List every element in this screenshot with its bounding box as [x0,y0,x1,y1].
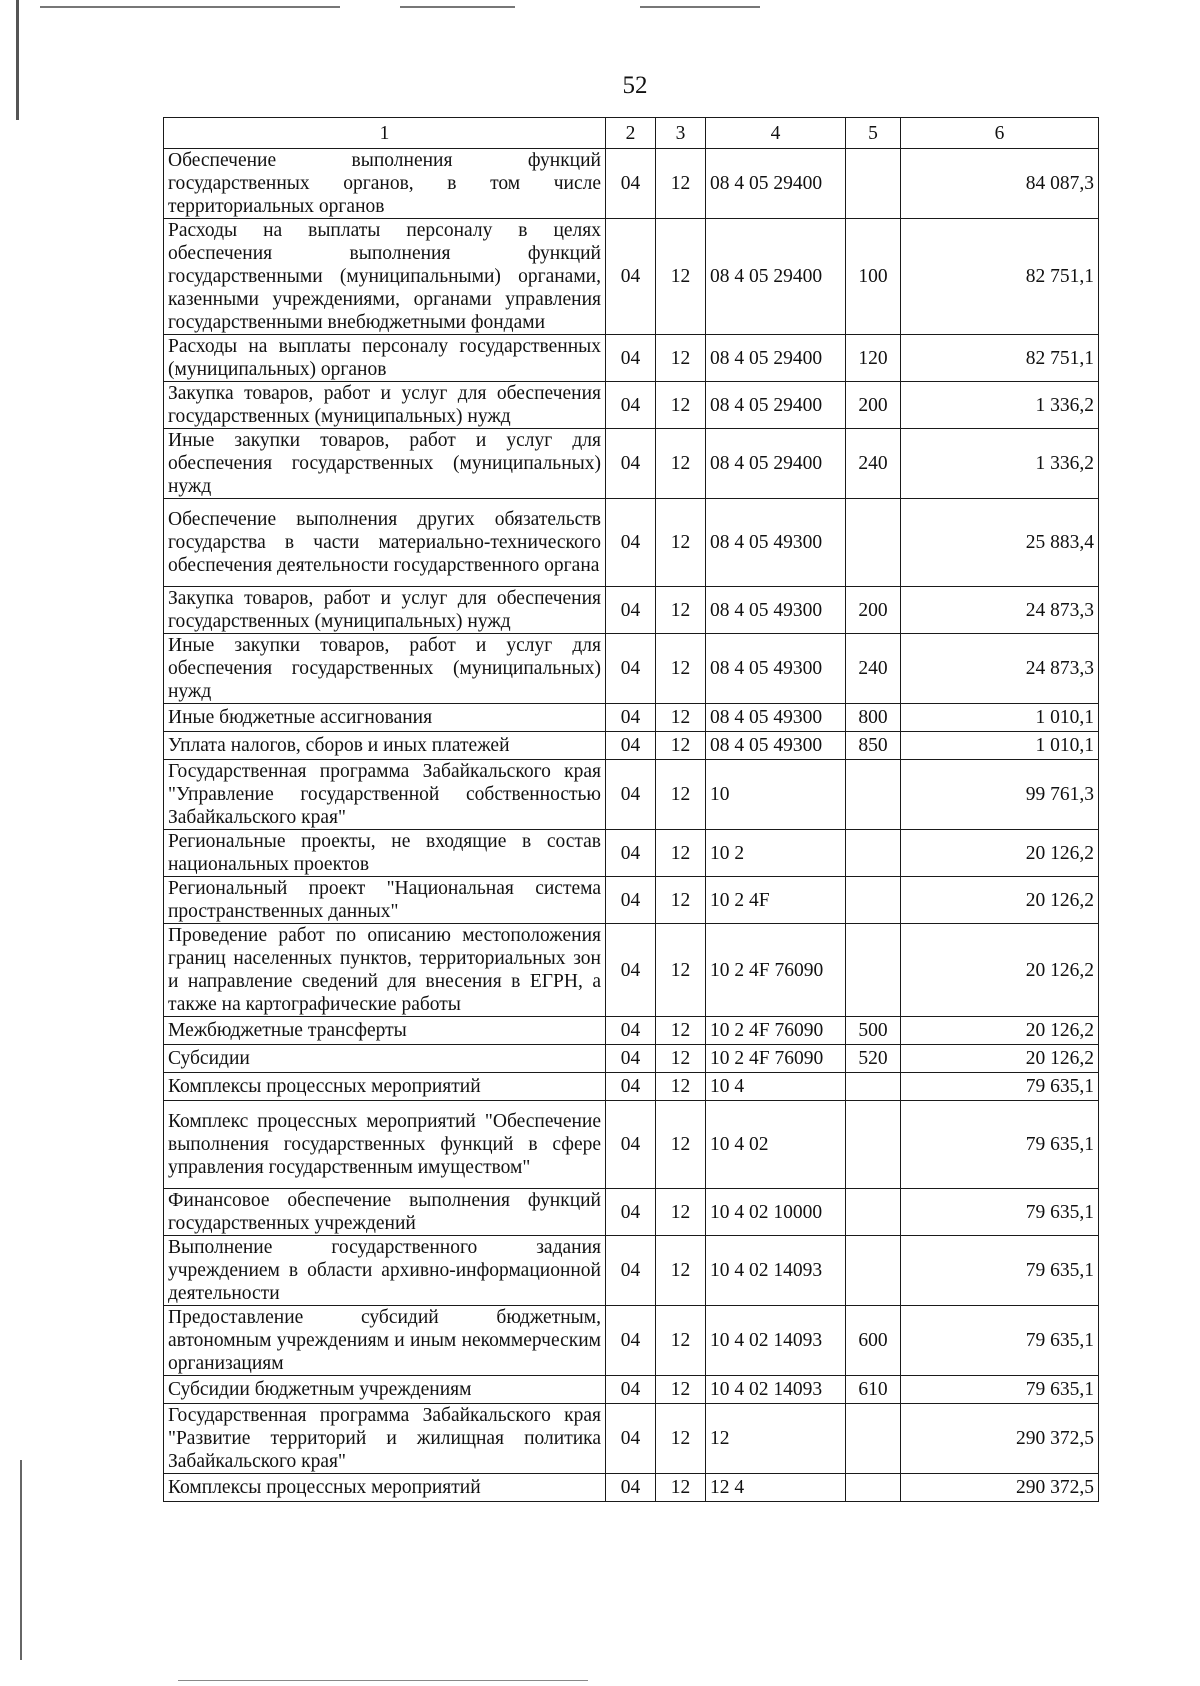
expense-type-cell: 600 [846,1306,901,1376]
section-cell: 04 [606,382,656,429]
row-name-cell: Региональные проекты, не входящие в состав национальных проектов [164,830,606,877]
amount-cell: 20 126,2 [901,1017,1099,1045]
expense-type-cell: 200 [846,382,901,429]
section-cell: 04 [606,634,656,704]
expense-type-cell [846,924,901,1017]
subsection-cell: 12 [656,149,706,219]
target-article-cell: 10 4 02 14093 [706,1306,846,1376]
row-name-cell: Межбюджетные трансферты [164,1017,606,1045]
section-cell: 04 [606,1073,656,1101]
table-row [164,1189,1099,1236]
target-article-cell: 10 4 02 [706,1101,846,1189]
expense-type-cell [846,877,901,924]
target-article-cell: 08 4 05 49300 [706,732,846,760]
amount-cell: 79 635,1 [901,1376,1099,1404]
section-cell: 04 [606,830,656,877]
subsection-cell: 12 [656,924,706,1017]
section-cell: 04 [606,1306,656,1376]
subsection-cell: 12 [656,732,706,760]
row-name-cell: Комплекс процессных мероприятий "Обеспечение выполнения государственных функций в сфере управления государственным имуществом" [164,1101,606,1189]
expense-type-cell: 500 [846,1017,901,1045]
amount-cell: 99 761,3 [901,760,1099,830]
table-row [164,1017,1099,1045]
table-row [164,760,1099,830]
target-article-cell: 08 4 05 29400 [706,429,846,499]
table-row [164,382,1099,429]
row-name-cell: Субсидии [164,1045,606,1073]
column-header: 1 [164,118,606,149]
amount-cell: 1 010,1 [901,732,1099,760]
target-article-cell: 10 [706,760,846,830]
subsection-cell: 12 [656,760,706,830]
target-article-cell: 10 2 [706,830,846,877]
subsection-cell: 12 [656,429,706,499]
table-row [164,1474,1099,1502]
target-article-cell: 08 4 05 49300 [706,704,846,732]
subsection-cell: 12 [656,877,706,924]
expense-type-cell [846,1404,901,1474]
section-cell: 04 [606,704,656,732]
subsection-cell: 12 [656,1306,706,1376]
section-cell: 04 [606,924,656,1017]
table-row [164,1376,1099,1404]
subsection-cell: 12 [656,830,706,877]
row-name-cell: Иные закупки товаров, работ и услуг для обеспечения государственных (муниципальных) нужд [164,634,606,704]
table-row [164,732,1099,760]
table-row [164,1306,1099,1376]
subsection-cell: 12 [656,335,706,382]
amount-cell: 79 635,1 [901,1073,1099,1101]
table-row [164,335,1099,382]
target-article-cell: 10 2 4F [706,877,846,924]
amount-cell: 25 883,4 [901,499,1099,587]
expense-type-cell [846,760,901,830]
amount-cell: 1 336,2 [901,429,1099,499]
section-cell: 04 [606,587,656,634]
row-name-cell: Проведение работ по описанию местоположения границ населенных пунктов, территориальных зон и направление сведений для внесения в ЕГРН, а также на картографические работы [164,924,606,1017]
subsection-cell: 12 [656,1376,706,1404]
subsection-cell: 12 [656,1073,706,1101]
target-article-cell: 10 4 02 14093 [706,1236,846,1306]
subsection-cell: 12 [656,1017,706,1045]
target-article-cell: 08 4 05 29400 [706,149,846,219]
column-header: 3 [656,118,706,149]
target-article-cell: 10 2 4F 76090 [706,924,846,1017]
table-row [164,830,1099,877]
section-cell: 04 [606,732,656,760]
expense-type-cell [846,1073,901,1101]
table-row [164,1045,1099,1073]
row-name-cell: Выполнение государственного задания учреждением в области архивно-информационной деятельности [164,1236,606,1306]
scan-edge-left-top [16,0,19,120]
subsection-cell: 12 [656,634,706,704]
amount-cell: 82 751,1 [901,219,1099,335]
amount-cell: 24 873,3 [901,587,1099,634]
target-article-cell: 12 4 [706,1474,846,1502]
amount-cell: 24 873,3 [901,634,1099,704]
row-name-cell: Комплексы процессных мероприятий [164,1073,606,1101]
subsection-cell: 12 [656,219,706,335]
subsection-cell: 12 [656,1236,706,1306]
expense-type-cell: 610 [846,1376,901,1404]
amount-cell: 20 126,2 [901,1045,1099,1073]
target-article-cell: 10 2 4F 76090 [706,1017,846,1045]
amount-cell: 20 126,2 [901,924,1099,1017]
amount-cell: 1 010,1 [901,704,1099,732]
budget-table [163,117,1099,1502]
subsection-cell: 12 [656,587,706,634]
column-header: 5 [846,118,901,149]
section-cell: 04 [606,1376,656,1404]
row-name-cell: Региональный проект "Национальная система пространственных данных" [164,877,606,924]
column-header: 4 [706,118,846,149]
row-name-cell: Финансовое обеспечение выполнения функций государственных учреждений [164,1189,606,1236]
table-body [164,149,1099,1502]
subsection-cell: 12 [656,1404,706,1474]
row-name-cell: Предоставление субсидий бюджетным, автономным учреждениям и иным некоммерческим организациям [164,1306,606,1376]
target-article-cell: 10 4 02 10000 [706,1189,846,1236]
section-cell: 04 [606,1045,656,1073]
amount-cell: 79 635,1 [901,1189,1099,1236]
target-article-cell: 12 [706,1404,846,1474]
subsection-cell: 12 [656,499,706,587]
expense-type-cell [846,1189,901,1236]
section-cell: 04 [606,429,656,499]
amount-cell: 20 126,2 [901,830,1099,877]
subsection-cell: 12 [656,704,706,732]
table-row [164,1404,1099,1474]
section-cell: 04 [606,1404,656,1474]
section-cell: 04 [606,1017,656,1045]
amount-cell: 79 635,1 [901,1101,1099,1189]
scan-edge-top-1 [40,6,340,8]
row-name-cell: Обеспечение выполнения других обязательств государства в части материально-технического обеспечения деятельности государственного органа [164,499,606,587]
subsection-cell: 12 [656,1189,706,1236]
expense-type-cell [846,499,901,587]
page-number: 52 [622,72,648,99]
expense-type-cell: 100 [846,219,901,335]
table-row [164,587,1099,634]
row-name-cell: Субсидии бюджетным учреждениям [164,1376,606,1404]
column-header: 2 [606,118,656,149]
target-article-cell: 08 4 05 29400 [706,219,846,335]
section-cell: 04 [606,219,656,335]
target-article-cell: 08 4 05 29400 [706,382,846,429]
section-cell: 04 [606,760,656,830]
scan-edge-top-3 [640,6,760,8]
expense-type-cell: 240 [846,634,901,704]
amount-cell: 82 751,1 [901,335,1099,382]
table-row [164,1073,1099,1101]
row-name-cell: Комплексы процессных мероприятий [164,1474,606,1502]
section-cell: 04 [606,1189,656,1236]
row-name-cell: Расходы на выплаты персоналу в целях обеспечения выполнения функций государственными (муниципальными) органами, казенными учреждениями, органами управления государственными внебюджетными фондами [164,219,606,335]
row-name-cell: Уплата налогов, сборов и иных платежей [164,732,606,760]
row-name-cell: Иные закупки товаров, работ и услуг для обеспечения государственных (муниципальных) нужд [164,429,606,499]
table-row [164,429,1099,499]
scan-edge-left-bottom [20,1460,22,1660]
table-row [164,877,1099,924]
target-article-cell: 08 4 05 49300 [706,587,846,634]
row-name-cell: Закупка товаров, работ и услуг для обеспечения государственных (муниципальных) нужд [164,382,606,429]
table-row [164,219,1099,335]
row-name-cell: Закупка товаров, работ и услуг для обеспечения государственных (муниципальных) нужд [164,587,606,634]
amount-cell: 290 372,5 [901,1474,1099,1502]
expense-type-cell: 850 [846,732,901,760]
target-article-cell: 08 4 05 49300 [706,499,846,587]
amount-cell: 79 635,1 [901,1236,1099,1306]
subsection-cell: 12 [656,382,706,429]
subsection-cell: 12 [656,1045,706,1073]
expense-type-cell: 120 [846,335,901,382]
target-article-cell: 08 4 05 49300 [706,634,846,704]
table-row [164,149,1099,219]
table-row [164,1236,1099,1306]
target-article-cell: 10 4 02 14093 [706,1376,846,1404]
target-article-cell: 10 4 [706,1073,846,1101]
expense-type-cell [846,1101,901,1189]
expense-type-cell [846,1236,901,1306]
table-row [164,1101,1099,1189]
section-cell: 04 [606,1101,656,1189]
section-cell: 04 [606,499,656,587]
target-article-cell: 08 4 05 29400 [706,335,846,382]
scan-edge-bottom [178,1680,588,1681]
expense-type-cell [846,830,901,877]
amount-cell: 290 372,5 [901,1404,1099,1474]
header-row [164,118,1099,149]
expense-type-cell [846,1474,901,1502]
row-name-cell: Государственная программа Забайкальского края "Управление государственной собственностью Забайкальского края" [164,760,606,830]
table-row [164,704,1099,732]
table-row [164,634,1099,704]
expense-type-cell: 520 [846,1045,901,1073]
amount-cell: 1 336,2 [901,382,1099,429]
table-row [164,924,1099,1017]
expense-type-cell: 240 [846,429,901,499]
table-row [164,499,1099,587]
section-cell: 04 [606,1236,656,1306]
amount-cell: 20 126,2 [901,877,1099,924]
expense-type-cell [846,149,901,219]
scan-edge-top-2 [400,6,515,8]
section-cell: 04 [606,335,656,382]
target-article-cell: 10 2 4F 76090 [706,1045,846,1073]
section-cell: 04 [606,877,656,924]
section-cell: 04 [606,149,656,219]
row-name-cell: Расходы на выплаты персоналу государственных (муниципальных) органов [164,335,606,382]
row-name-cell: Иные бюджетные ассигнования [164,704,606,732]
section-cell: 04 [606,1474,656,1502]
subsection-cell: 12 [656,1101,706,1189]
row-name-cell: Государственная программа Забайкальского края "Развитие территорий и жилищная политика Забайкальского края" [164,1404,606,1474]
subsection-cell: 12 [656,1474,706,1502]
expense-type-cell: 800 [846,704,901,732]
row-name-cell: Обеспечение выполнения функций государственных органов, в том числе территориальных органов [164,149,606,219]
column-header: 6 [901,118,1099,149]
amount-cell: 79 635,1 [901,1306,1099,1376]
amount-cell: 84 087,3 [901,149,1099,219]
expense-type-cell: 200 [846,587,901,634]
